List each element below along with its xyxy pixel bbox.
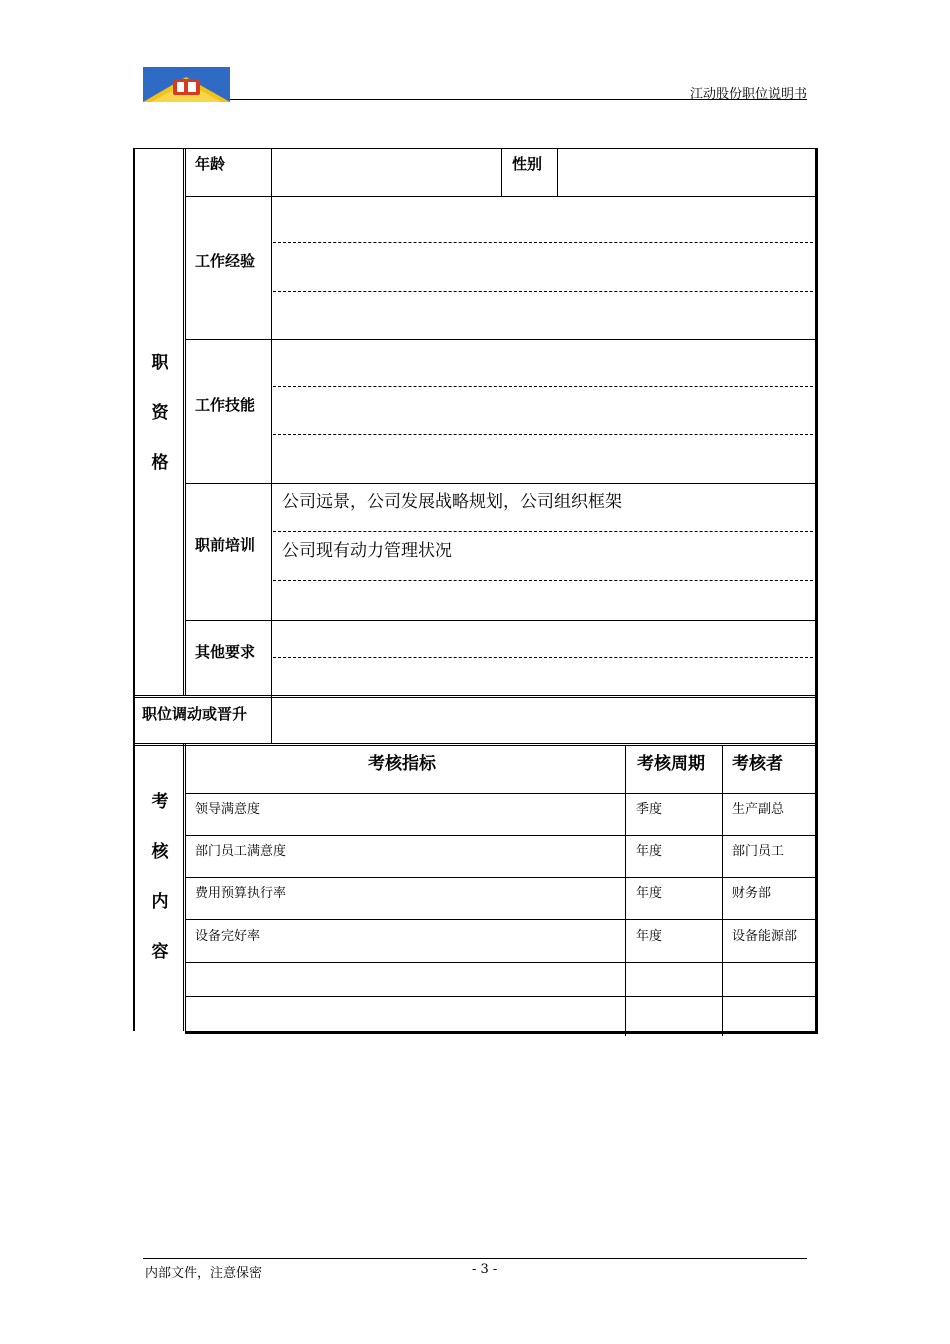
section-char: 容	[151, 942, 169, 962]
period-cell: 年度	[636, 886, 663, 901]
table-left-border	[133, 148, 135, 1031]
section-char: 职	[151, 353, 169, 373]
company-logo-icon	[143, 67, 230, 102]
table-right-border	[815, 148, 818, 1033]
other-requirements-label: 其他要求	[195, 643, 256, 661]
section-char: 资	[151, 403, 169, 423]
indicator-header: 考核指标	[368, 754, 436, 774]
section-char: 格	[151, 453, 169, 473]
period-header: 考核周期	[637, 754, 705, 774]
indicator-cell: 设备完好率	[195, 929, 261, 944]
indicator-cell: 部门员工满意度	[195, 844, 287, 859]
period-cell: 季度	[636, 802, 663, 817]
gender-label: 性别	[512, 155, 543, 173]
period-cell: 年度	[636, 844, 663, 859]
work-skills-label: 工作技能	[195, 396, 256, 414]
table-top-border	[133, 148, 818, 149]
period-cell: 年度	[636, 929, 663, 944]
document-title: 江动股份职位说明书	[689, 87, 807, 102]
pre-job-training-label: 职前培训	[195, 536, 256, 554]
transfer-label: 职位调动或晋升	[142, 705, 248, 723]
section-char: 考	[151, 792, 169, 812]
qualification-section-label	[140, 338, 180, 488]
assessor-header: 考核者	[732, 754, 783, 774]
section-char: 内	[151, 892, 169, 912]
assessor-cell: 财务部	[732, 886, 772, 901]
training-item: 公司远景，公司发展战略规划，公司组织框架	[282, 492, 622, 512]
training-item: 公司现有动力管理状况	[282, 541, 452, 561]
age-label: 年龄	[195, 155, 226, 173]
assessment-section-label	[140, 777, 180, 977]
confidential-notice: 内部文件，注意保密	[145, 1266, 263, 1281]
page-number: - 3 -	[472, 1262, 498, 1277]
work-experience-label: 工作经验	[195, 252, 256, 270]
assessor-cell: 设备能源部	[732, 929, 798, 944]
assessor-cell: 部门员工	[732, 844, 785, 859]
indicator-cell: 费用预算执行率	[195, 886, 287, 901]
indicator-cell: 领导满意度	[195, 802, 261, 817]
section-char: 核	[151, 842, 169, 862]
table-bottom-border	[185, 1031, 818, 1034]
footer-rule	[143, 1258, 807, 1259]
assessor-cell: 生产副总	[732, 802, 785, 817]
